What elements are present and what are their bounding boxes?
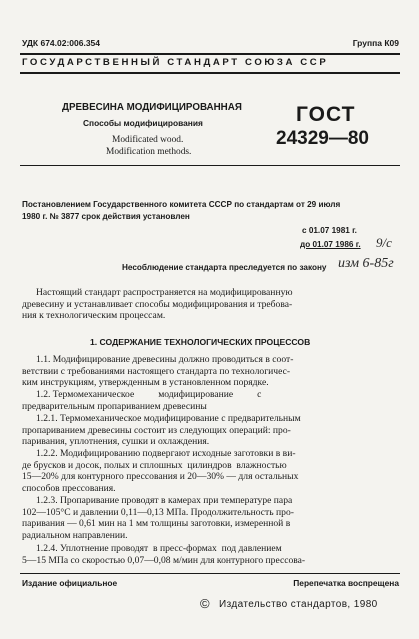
paragraph-line: 1.1. Модифицирование древесины должно проводиться в соот- xyxy=(36,354,294,365)
paragraph-line: ветствии с требованиями настоящего стандарта по технологичес- xyxy=(22,365,291,377)
reprint-prohibited: Перепечатка воспрещена xyxy=(293,578,399,588)
group-code: Группа К09 xyxy=(352,38,399,48)
paragraph-line: пропариванием древесины состоит из следующих операций: про- xyxy=(22,424,291,436)
paragraph-1-1 xyxy=(22,354,398,389)
paragraph-line: 102—105°С и давлении 0,11—0,13 МПа. Продолжительность про- xyxy=(22,506,294,518)
official-edition: Издание официальное xyxy=(22,578,118,588)
standard-banner: ГОСУДАРСТВЕННЫЙ СТАНДАРТ СОЮЗА ССР xyxy=(22,57,329,68)
validity-to: до 01.07 1986 г. xyxy=(300,240,361,249)
paragraph-1-2-4 xyxy=(22,543,398,566)
udk-code: УДК 674.02:006.354 xyxy=(22,38,101,48)
paragraph-line: паривания, уплотнения, сушки и охлаждения. xyxy=(22,436,210,447)
paragraph-1-2-heading xyxy=(22,389,398,412)
gost-label: ГОСТ xyxy=(296,103,356,126)
paragraph-line: 1.2.2. Модифицированию подвергают исходные заготовки в ви- xyxy=(36,448,296,459)
title-en-1: Modificated wood. xyxy=(112,135,184,145)
title-ru-main: ДРЕВЕСИНА МОДИФИЦИРОВАННАЯ xyxy=(62,102,242,113)
section-1-title: 1. СОДЕРЖАНИЕ ТЕХНОЛОГИЧЕСКИХ ПРОЦЕССОВ xyxy=(90,337,311,347)
validity-from: с 01.07 1981 г. xyxy=(302,226,357,235)
paragraph-line: 1.2.1. Термомеханическое модифицирование с предварительным xyxy=(36,413,301,424)
paragraph-1-2-2 xyxy=(22,448,398,494)
intro-line: Настоящий стандарт распространяется на модифицированную xyxy=(36,287,293,298)
publisher: Издательство стандартов, 1980 xyxy=(219,599,378,610)
paragraph-1-2-3 xyxy=(22,495,398,541)
title-en-2: Modification methods. xyxy=(106,147,192,157)
paragraph-line: предварительным пропариванием древесины xyxy=(22,400,207,412)
footer-rule xyxy=(20,573,400,574)
paragraph-line: паривания — 0,61 мин на 1 мм толщины заготовки, измеренной в xyxy=(22,518,291,529)
paragraph-1-2-1 xyxy=(22,413,398,448)
paragraph-line: 1.2. Термомеханическое модифицирование с xyxy=(36,389,262,400)
title-rule xyxy=(20,165,400,166)
paragraph-line: де брусков и досок, полых и сплошных цилиндров влажностью xyxy=(22,459,287,471)
handwritten-change-note: изм 6-85г xyxy=(338,256,394,271)
decree-line-2: 1980 г. № 3877 срок действия установлен xyxy=(22,212,190,221)
decree-line-1: Постановлением Государственного комитета СССР по стандартам от 29 июля xyxy=(22,200,341,209)
paragraph-line: 5—15 МПа со скоростью 0,07—0,08 м/мин для контурного прессова- xyxy=(22,554,306,566)
paragraph-line: ким инструкциям, утвержденным в установленном порядке. xyxy=(22,377,269,388)
title-ru-sub: Способы модифицирования xyxy=(83,118,203,128)
paragraph-line: радиальном направлении. xyxy=(22,529,128,541)
paragraph-line: 1.2.3. Пропаривание проводят в камерах при температуре пара xyxy=(36,495,293,506)
banner-rule xyxy=(20,72,400,74)
intro-line: древесину и устанавливает способы модифицирования и требова- xyxy=(22,298,293,310)
paragraph-line: способов прессования. xyxy=(22,482,116,494)
gost-number: 24329—80 xyxy=(276,128,369,149)
noncompliance-notice: Несоблюдение стандарта преследуется по закону xyxy=(122,263,327,272)
intro-paragraph xyxy=(22,287,398,322)
paragraph-line: 15—20% для контурного прессования и 20—30% — для остальных xyxy=(22,471,299,482)
paragraph-line: 1.2.4. Уплотнение проводят в пресс-формах под давлением xyxy=(36,543,282,554)
top-rule xyxy=(20,53,400,55)
handwritten-date-note: 9/с xyxy=(376,235,392,250)
copyright-icon: © xyxy=(200,596,210,611)
intro-line: ния к технологическим процессам. xyxy=(22,310,166,321)
